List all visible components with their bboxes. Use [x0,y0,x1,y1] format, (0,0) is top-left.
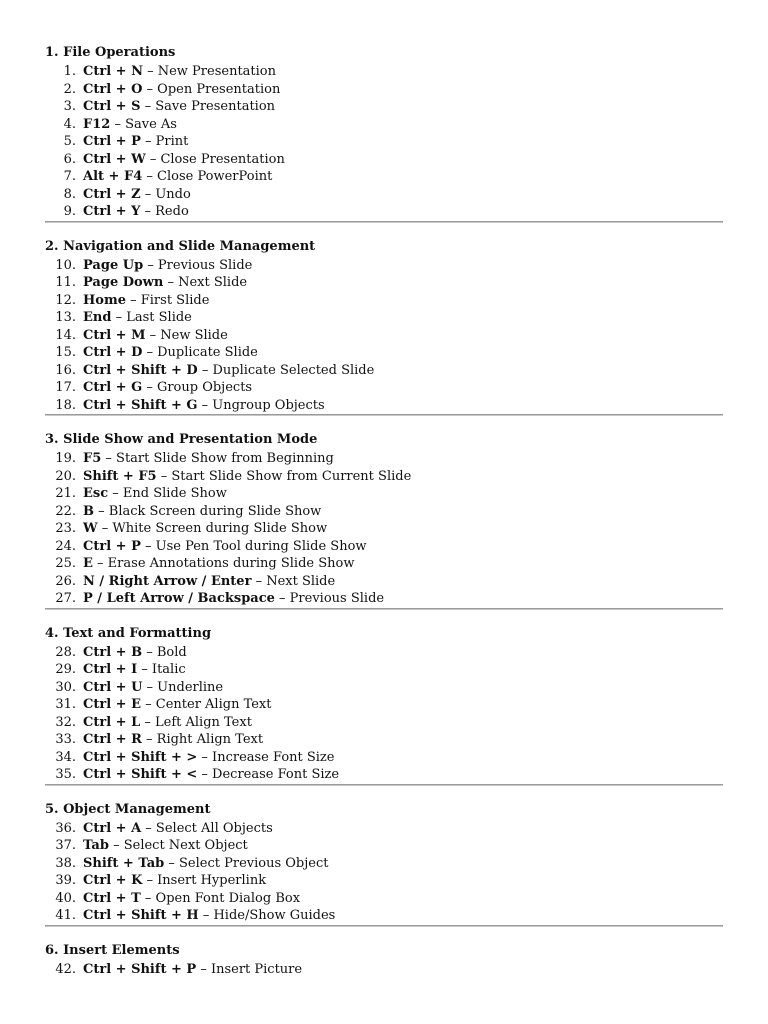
item-number: 9. [63,204,76,219]
item-number: 4. [63,116,76,132]
section-divider [45,414,723,416]
item-number: 2. [63,81,76,97]
list-item [45,292,723,310]
list-item [45,590,723,608]
shortcut-keys: Ctrl + Shift + > [83,749,198,765]
section-heading: 5. Object Management [45,801,211,817]
shortcut-description: – Bold [142,644,187,660]
list-item [45,468,723,486]
section-heading: 3. Slide Show and Presentation Mode [45,432,318,447]
item-number: 1. [63,64,76,79]
section-divider [45,608,723,610]
shortcut-description: – Ungroup Objects [197,397,325,413]
section-divider [45,221,723,223]
shortcut-keys: B [83,503,94,519]
list-item [45,168,723,186]
list-item [45,133,723,151]
list-item [45,837,723,855]
shortcut-description: – New Slide [145,327,228,343]
item-number: 10. [55,257,76,273]
list-item [45,274,723,292]
list-item [45,63,723,81]
shortcut-description: – Print [140,134,189,149]
list-item [45,379,723,397]
item-number: 14. [55,327,76,343]
shortcut-description: – Open Font Dialog Box [140,890,301,906]
shortcut-description: – Black Screen during Slide Show [94,503,322,519]
item-number: 34. [55,749,76,765]
item-number: 5. [63,134,76,149]
shortcut-list [45,644,723,784]
list-item [45,203,723,221]
shortcut-description: – Redo [140,204,189,219]
list-item [45,820,723,838]
list-item [45,309,723,327]
list-item [45,714,723,732]
item-number: 31. [55,697,76,712]
shortcut-keys: F12 [83,116,111,132]
shortcut-keys: Alt + F4 [83,169,143,184]
list-item [45,327,723,345]
list-item [45,696,723,714]
list-item [45,872,723,890]
item-number: 41. [55,908,76,923]
shortcut-description: – Italic [137,662,186,677]
section-heading: 1. File Operations [45,45,176,60]
item-number: 8. [63,186,76,202]
shortcut-description: – Duplicate Selected Slide [197,362,375,378]
shortcut-list [45,820,723,925]
shortcut-description: – Close Presentation [145,151,285,167]
list-item [45,538,723,556]
shortcut-description: – Save As [110,116,177,132]
list-item [45,257,723,275]
shortcut-keys: Shift + F5 [83,468,157,484]
shortcut-description: – Open Presentation [142,81,281,97]
section-navigation [45,238,723,417]
list-item [45,98,723,116]
list-item [45,555,723,573]
item-number: 42. [55,961,76,977]
item-number: 13. [55,310,76,325]
item-number: 22. [55,503,76,519]
shortcut-description: – Close PowerPoint [142,169,273,184]
shortcut-description: – Select Next Object [108,838,248,853]
shortcut-description: – Start Slide Show from Beginning [101,451,334,466]
shortcut-keys: Ctrl + Shift + D [83,362,198,378]
list-item [45,749,723,767]
shortcut-keys: Ctrl + Shift + H [83,908,199,923]
shortcut-keys: Ctrl + I [83,662,138,677]
list-item [45,397,723,415]
item-number: 35. [55,767,76,782]
list-item [45,679,723,697]
shortcut-keys: Ctrl + B [83,644,143,660]
shortcut-description: – Hide/Show Guides [198,908,336,923]
shortcut-keys: Ctrl + E [83,697,141,712]
shortcut-description: – Group Objects [142,380,253,395]
section-object-management [45,801,723,927]
shortcut-keys: Ctrl + M [83,327,146,343]
shortcut-keys: Ctrl + W [83,151,146,167]
section-insert-elements [45,942,723,979]
shortcut-description: – Start Slide Show from Current Slide [156,468,412,484]
section-heading: 4. Text and Formatting [45,625,212,641]
item-number: 39. [55,873,76,888]
shortcut-keys: Esc [83,486,109,501]
list-item [45,573,723,591]
section-text-formatting [45,625,723,786]
list-item [45,362,723,380]
shortcut-description: – Underline [142,679,224,695]
section-heading: 2. Navigation and Slide Management [45,238,316,254]
list-item [45,151,723,169]
list-item [45,81,723,99]
shortcut-keys: Ctrl + R [83,732,142,747]
shortcut-list [45,63,723,221]
item-number: 40. [55,890,76,906]
item-number: 33. [55,732,76,747]
shortcut-description: – First Slide [125,292,210,308]
item-number: 32. [55,714,76,730]
shortcut-description: – Increase Font Size [197,749,335,765]
item-number: 28. [55,644,76,660]
section-divider [45,784,723,786]
shortcut-description: – Select All Objects [141,820,273,836]
list-item [45,766,723,784]
item-number: 30. [55,679,76,695]
list-item [45,855,723,873]
shortcut-description: – Use Pen Tool during Slide Show [140,538,367,554]
section-heading: 6. Insert Elements [45,942,180,958]
shortcut-description: – Right Align Text [141,732,264,747]
shortcut-keys: Ctrl + T [83,890,141,906]
item-number: 7. [63,169,76,184]
list-item [45,890,723,908]
shortcut-description: – Next Slide [163,275,248,290]
shortcut-list [45,961,723,979]
shortcut-keys: Ctrl + U [83,679,143,695]
item-number: 29. [55,662,76,677]
shortcut-description: – Erase Annotations during Slide Show [92,556,355,571]
item-number: 19. [55,451,76,466]
shortcut-keys: P / Left Arrow / Backspace [83,591,275,606]
shortcut-keys: Ctrl + N [83,64,143,79]
item-number: 37. [55,838,76,853]
item-number: 16. [55,362,76,378]
shortcut-description: – Decrease Font Size [197,767,340,782]
item-number: 6. [63,151,76,167]
item-number: 23. [55,521,76,536]
shortcut-keys: E [83,556,93,571]
shortcut-keys: Ctrl + A [83,820,142,836]
shortcut-keys: Ctrl + L [83,714,141,730]
shortcut-description: – Insert Picture [196,961,303,977]
item-number: 15. [55,345,76,360]
list-item [45,731,723,749]
shortcut-keys: Ctrl + K [83,873,143,888]
shortcut-description: – White Screen during Slide Show [97,521,328,536]
shortcut-description: – Left Align Text [140,714,252,730]
item-number: 26. [55,573,76,589]
item-number: 38. [55,855,76,871]
list-item [45,661,723,679]
shortcut-keys: Tab [83,838,109,853]
shortcut-description: – Previous Slide [143,257,253,273]
list-item [45,961,723,979]
list-item [45,644,723,662]
shortcut-description: – Previous Slide [274,591,385,606]
shortcut-description: – Last Slide [111,310,192,325]
document-body [45,44,723,978]
shortcut-description: – Insert Hyperlink [142,873,267,888]
shortcut-description: – Center Align Text [141,697,272,712]
shortcut-description: – Undo [140,186,191,202]
shortcut-description: – Select Previous Object [164,855,329,871]
shortcut-keys: Ctrl + S [83,99,141,114]
shortcut-keys: Ctrl + Shift + G [83,397,198,413]
shortcut-description: – New Presentation [142,64,277,79]
list-item [45,186,723,204]
item-number: 20. [55,468,76,484]
list-item [45,520,723,538]
list-item [45,503,723,521]
shortcut-keys: W [83,521,98,536]
shortcut-keys: Page Down [83,275,164,290]
section-divider [45,925,723,927]
shortcut-keys: Ctrl + O [83,81,143,97]
item-number: 25. [55,556,76,571]
list-item [45,450,723,468]
shortcut-keys: F5 [83,451,102,466]
shortcut-keys: Shift + Tab [83,855,165,871]
shortcut-list [45,257,723,415]
shortcut-description: – End Slide Show [108,486,227,501]
shortcut-keys: Ctrl + D [83,345,143,360]
list-item [45,907,723,925]
item-number: 21. [55,486,76,501]
item-number: 3. [63,99,76,114]
list-item [45,485,723,503]
list-item [45,116,723,134]
item-number: 36. [55,820,76,836]
shortcut-description: – Save Presentation [140,99,276,114]
shortcut-list [45,450,723,608]
item-number: 27. [55,591,76,606]
section-slide-show [45,431,723,610]
section-file-operations [45,44,723,223]
shortcut-keys: Ctrl + G [83,380,143,395]
item-number: 11. [55,275,76,290]
shortcut-description: – Next Slide [251,573,336,589]
shortcut-keys: Ctrl + Y [83,204,141,219]
shortcut-keys: Ctrl + Shift + P [83,961,197,977]
shortcut-description: – Duplicate Slide [142,345,258,360]
shortcut-keys: Ctrl + Z [83,186,141,202]
shortcut-keys: Ctrl + P [83,134,141,149]
shortcut-keys: N / Right Arrow / Enter [83,573,252,589]
item-number: 24. [55,538,76,554]
item-number: 18. [55,397,76,413]
list-item [45,344,723,362]
item-number: 17. [55,380,76,395]
shortcut-keys: Home [83,292,126,308]
shortcut-keys: Ctrl + Shift + < [83,767,198,782]
shortcut-keys: Ctrl + P [83,538,141,554]
shortcut-keys: Page Up [83,257,144,273]
item-number: 12. [55,292,76,308]
shortcut-keys: End [83,310,112,325]
